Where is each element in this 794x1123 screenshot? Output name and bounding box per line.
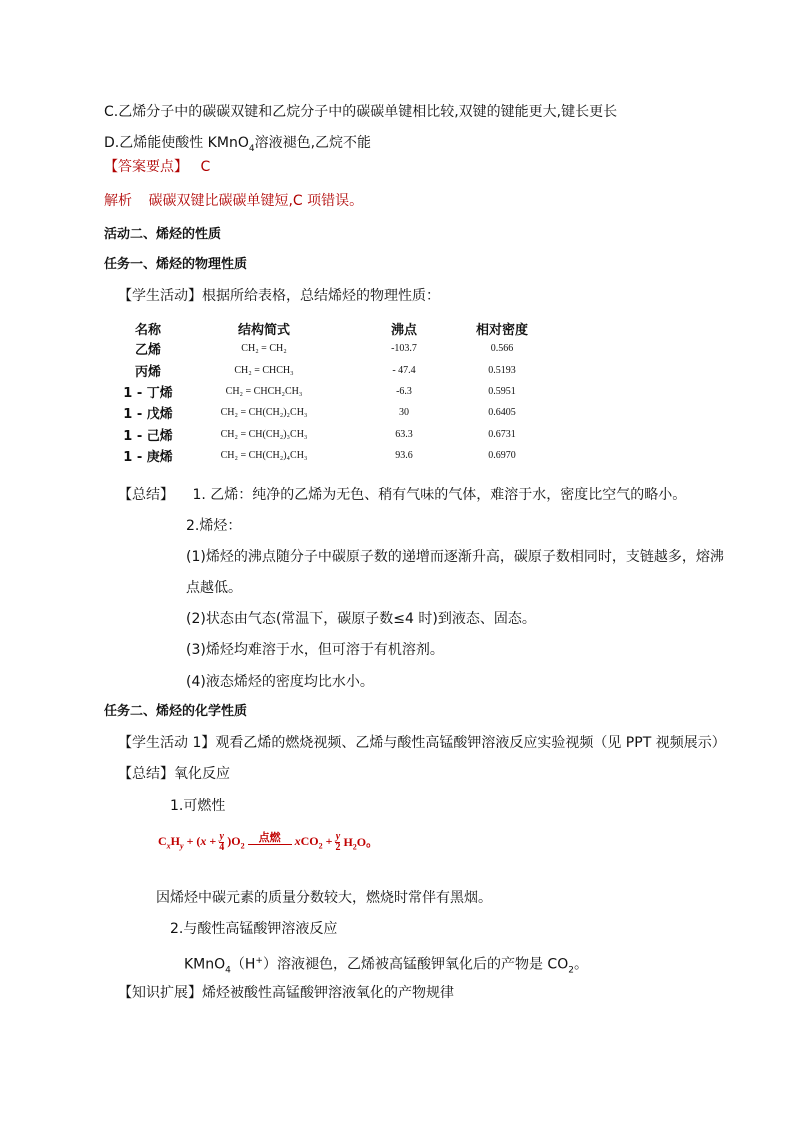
kmno4-title: 2.与酸性高锰酸钾溶液反应 xyxy=(170,921,338,937)
cell-bp: - 47.4 xyxy=(392,364,416,376)
cell-bp: 30 xyxy=(399,407,409,419)
kmno4-post: ）溶液褪色，乙烯被高锰酸钾氧化后的产物是 CO xyxy=(262,956,569,973)
eq-frac1-num: y xyxy=(219,831,224,842)
cell-name: 1 - 丁烯 xyxy=(123,385,173,401)
summary-2-2: (2)状态由气态(常温下，碳原子数≤4 时)到液态、固态。 xyxy=(186,611,536,627)
eq-x-sub: x xyxy=(166,841,171,851)
kmno4-line xyxy=(184,952,588,979)
table-row xyxy=(112,424,540,445)
summary2-label: 【总结】 xyxy=(118,766,174,782)
eq-frac-1 xyxy=(219,832,224,853)
student-activity1-text: 观看乙烯的燃烧视频、乙烯与酸性高锰酸钾溶液反应实验视频（见 PPT 视频展示） xyxy=(215,735,726,751)
cell-name: 乙烯 xyxy=(134,343,161,359)
option-c: C.乙烯分子中的碳碳双键和乙烷分子中的碳碳单键相比较,双键的键能更大,键长更长 xyxy=(104,104,618,120)
summary2-text: 氧化反应 xyxy=(174,766,230,782)
cell-formula: CH₂ = CHCH₂CH₃ xyxy=(225,385,303,397)
cell-formula: CH₂ = CH(CH₂)₃CH₃ xyxy=(220,428,308,440)
table-row xyxy=(112,338,540,359)
summary-2-4: (4)液态烯烃的密度均比水小。 xyxy=(186,674,374,690)
soot-text: 因烯烃中碳元素的质量分数较大，燃烧时常伴有黑烟。 xyxy=(156,890,492,906)
table-header-row xyxy=(112,318,540,338)
summary-2-1a: (1)烯烃的沸点随分子中碳原子数的递增而逐渐升高，碳原子数相同时，支链越多，熔沸 xyxy=(186,549,724,565)
eq-frac1-den: 4 xyxy=(219,842,225,853)
knowledge-text: 烯烃被酸性高锰酸钾溶液氧化的产物规律 xyxy=(202,985,454,1001)
kmno4-co2-sub: 2 xyxy=(568,965,574,976)
eq-h: H xyxy=(170,834,181,849)
eq-lhs xyxy=(158,834,216,850)
answer-value: C xyxy=(200,159,211,175)
flammability: 1.可燃性 xyxy=(170,798,226,814)
cell-name: 丙烯 xyxy=(134,364,161,380)
option-d xyxy=(104,134,371,158)
table-row xyxy=(112,381,540,402)
kmno4-sub: 4 xyxy=(225,965,231,976)
eq-plus: + xyxy=(206,834,217,849)
eq-frac-2 xyxy=(335,832,340,853)
cell-formula: CH₂ = CH(CH₂)₄CH₃ xyxy=(220,450,308,462)
eq-arrow xyxy=(248,832,292,853)
eq-c: C xyxy=(158,834,167,849)
header-formula: 结构简式 xyxy=(237,322,290,338)
kmno4-h: （H xyxy=(230,956,256,973)
eq-frac2-num: y xyxy=(335,831,341,842)
summary-2: 2.烯烃： xyxy=(186,518,242,534)
eq-y-sub: y xyxy=(180,841,184,851)
kmno4-sup: + xyxy=(255,956,263,966)
student-activity-1 xyxy=(118,734,726,752)
task2-title: 任务二、烯烃的化学性质 xyxy=(104,704,248,719)
eq-rhs xyxy=(295,834,333,850)
combustion-equation xyxy=(158,832,378,860)
eq-co2-sub: 2 xyxy=(318,841,323,851)
summary-2-3: (3)烯烃均难溶于水，但可溶于有机溶剂。 xyxy=(186,642,444,658)
answer-label: 【答案要点】 xyxy=(104,159,188,175)
table-row xyxy=(112,402,540,423)
option-d-text: D.乙烯能使酸性 KMnO xyxy=(104,135,249,151)
cell-name: 1 - 己烯 xyxy=(123,428,173,444)
alkene-properties-table xyxy=(112,318,540,466)
answer-line xyxy=(104,158,210,176)
cell-bp: -6.3 xyxy=(396,385,412,397)
summary-1: 1. 乙烯：纯净的乙烯为无色、稍有气味的气体，难溶于水，密度比空气的略小。 xyxy=(192,487,687,503)
eq-o: O xyxy=(356,835,367,850)
eq-o2 xyxy=(227,834,244,850)
cell-formula: CH₂ = CH(CH₂)₂CH₃ xyxy=(220,407,308,419)
analysis-label: 解析 xyxy=(104,193,132,209)
student-activity1-label: 【学生活动 1】 xyxy=(118,735,216,751)
summary-line-1 xyxy=(118,486,686,504)
eq-paren: )O xyxy=(227,834,241,849)
eq-plus: + ( xyxy=(183,834,201,849)
cell-name: 1 - 戊烯 xyxy=(123,407,173,423)
cell-formula: CH₂ = CHCH₃ xyxy=(234,364,294,376)
option-d-text-post: 溶液褪色,乙烷不能 xyxy=(254,135,372,151)
eq-h: H xyxy=(343,835,353,850)
summary-2-1b: 点越低。 xyxy=(186,580,242,596)
cell-density: 0.5193 xyxy=(488,364,516,376)
activity2-title: 活动二、烯烃的性质 xyxy=(104,227,222,242)
student-activity-text: 根据所给表格，总结烯烃的物理性质： xyxy=(202,288,440,304)
knowledge-line xyxy=(118,984,454,1002)
knowledge-label: 【知识扩展】 xyxy=(118,985,202,1001)
task1-title: 任务一、烯烃的物理性质 xyxy=(104,257,248,272)
student-activity xyxy=(118,287,440,305)
cell-density: 0.6405 xyxy=(488,407,516,419)
header-density: 相对密度 xyxy=(475,322,528,338)
cell-name: 1 - 庚烯 xyxy=(123,450,173,466)
header-name: 名称 xyxy=(134,322,161,338)
analysis-text: 碳碳双键比碳碳单键短,C 项错误。 xyxy=(148,193,364,209)
eq-h2o-sub: 2 xyxy=(352,842,357,852)
kmno4-end: 。 xyxy=(573,956,588,973)
eq-frac2-den: 2 xyxy=(335,842,341,853)
summary-label: 【总结】 xyxy=(118,487,174,503)
eq-o2-sub: 2 xyxy=(240,841,245,851)
cell-density: 0.6731 xyxy=(488,428,516,440)
analysis-line xyxy=(104,192,363,210)
header-bp: 沸点 xyxy=(390,322,417,338)
cell-density: 0.566 xyxy=(490,343,514,355)
cell-density: 0.6970 xyxy=(488,450,516,462)
eq-x-coef: x xyxy=(294,834,301,849)
option-d-sub: 4 xyxy=(248,143,255,154)
cell-bp: -103.7 xyxy=(391,343,417,355)
eq-condition: 点燃 xyxy=(248,832,292,845)
cell-bp: 63.3 xyxy=(395,428,413,440)
table-row xyxy=(112,359,540,380)
summary2-line xyxy=(118,765,230,783)
eq-plus: + xyxy=(322,834,333,849)
table-row xyxy=(112,445,540,466)
cell-formula: CH₂ = CH₂ xyxy=(241,343,287,355)
kmno4-pre: KMnO xyxy=(184,956,226,973)
eq-x: x xyxy=(200,834,207,849)
student-activity-label: 【学生活动】 xyxy=(118,288,202,304)
eq-dot: 。 xyxy=(366,835,379,850)
eq-h2o xyxy=(343,833,378,851)
cell-density: 0.5951 xyxy=(488,385,516,397)
eq-co2: CO xyxy=(300,834,319,849)
cell-bp: 93.6 xyxy=(395,450,413,462)
